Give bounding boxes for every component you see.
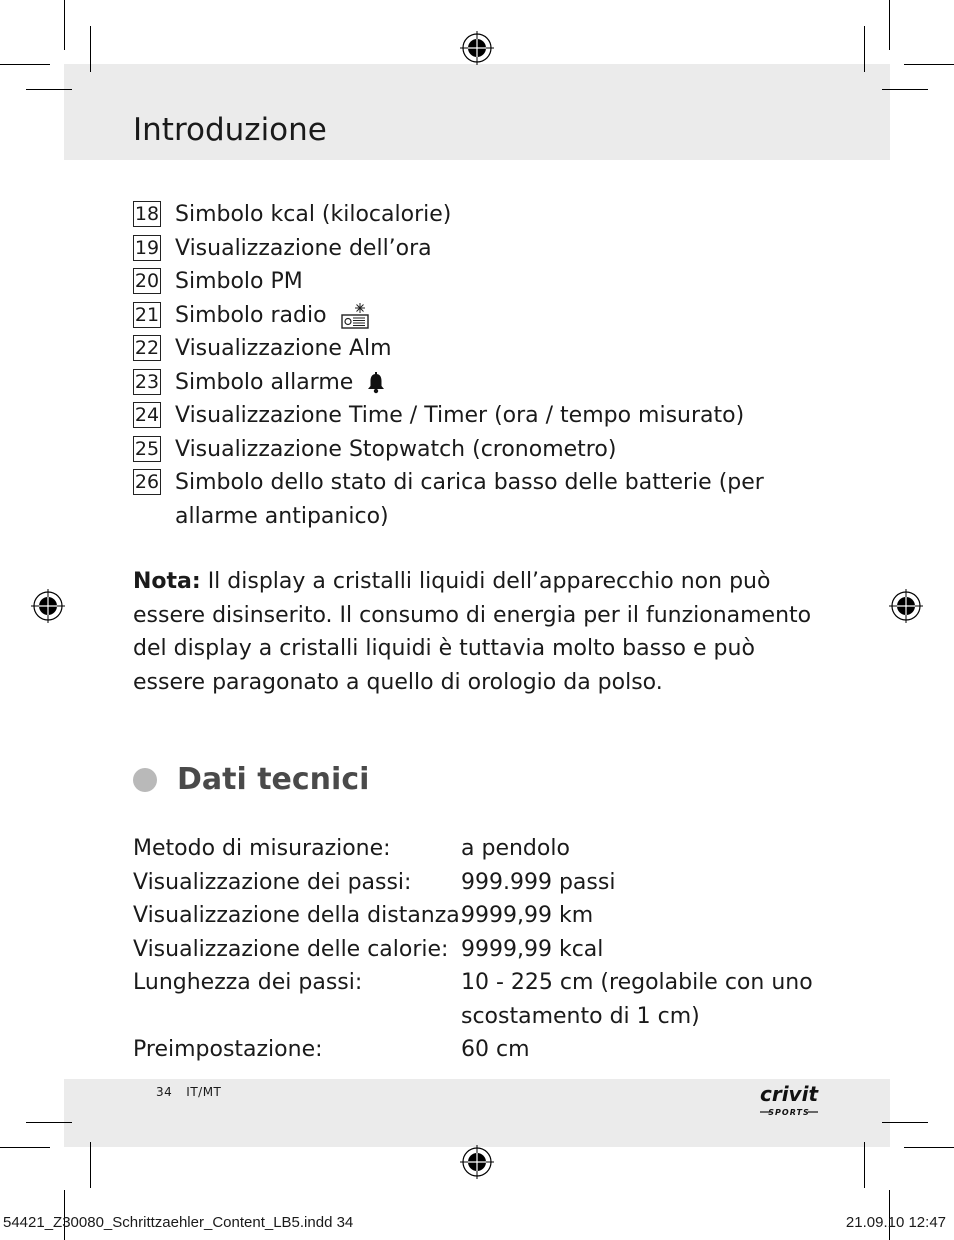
spec-value: 9999,99 km	[461, 903, 594, 928]
spec-row	[133, 866, 833, 900]
page-footer	[156, 1085, 221, 1099]
crop-mark	[0, 1147, 50, 1148]
item-text: Visualizzazione dell’ora	[175, 235, 432, 261]
spec-value: 999.999 passi	[461, 869, 616, 895]
crop-mark	[864, 1142, 865, 1188]
spec-value: 60 cm	[461, 1037, 530, 1062]
item-text: Simbolo dello stato di carica basso delle batterie (per allarme antipanico)	[175, 470, 764, 529]
spec-key: Visualizzazione dei passi:	[133, 869, 412, 895]
crop-mark	[889, 0, 890, 50]
item-text: Visualizzazione Time / Timer (ora / tempo misurato)	[175, 403, 745, 428]
crop-mark	[90, 1142, 91, 1188]
item-text: Visualizzazione Alm	[175, 336, 392, 361]
specs-table	[133, 832, 833, 1067]
item-number: 26	[134, 471, 160, 493]
spec-row	[133, 966, 833, 1033]
spec-key: Lunghezza dei passi:	[133, 970, 363, 995]
list-item	[133, 265, 853, 299]
item-number: 20	[134, 270, 160, 292]
crop-mark	[64, 0, 65, 50]
section-title: Dati tecnici	[177, 762, 370, 797]
logo-text: crivit	[759, 1082, 819, 1106]
radio-icon	[340, 302, 370, 330]
spec-key: Preimpostazione:	[133, 1037, 323, 1062]
crop-mark	[26, 89, 72, 90]
crop-mark	[904, 1147, 954, 1148]
crop-mark	[0, 64, 50, 65]
crop-mark	[882, 89, 928, 90]
item-number: 24	[134, 404, 160, 426]
item-number: 25	[134, 437, 160, 460]
item-text: Simbolo allarme	[175, 369, 354, 395]
crop-mark	[904, 64, 954, 65]
note-text: Il display a cristalli liquidi dell’apparecchio non può essere disinserito. Il consumo di energia per il funzionamento del display a cristalli liquidi è tuttavia molto basso e può essere paragonato a quello di orologio da polso.	[133, 569, 812, 695]
item-number: 22	[134, 337, 160, 359]
legend-list	[133, 198, 853, 533]
spec-key: Metodo di misurazione:	[133, 836, 391, 861]
page-number: 34	[156, 1085, 173, 1099]
item-text-wrap	[175, 366, 386, 400]
bullet-dot-icon	[133, 768, 157, 792]
spec-row	[133, 832, 833, 866]
item-text-wrap	[175, 299, 370, 333]
list-item	[133, 332, 853, 366]
spec-value: a pendolo	[461, 836, 570, 861]
spec-row	[133, 1033, 833, 1067]
page-title: Introduzione	[133, 112, 327, 148]
slug-datetime: 21.09.10 12:47	[845, 1214, 946, 1231]
list-item	[133, 299, 853, 333]
note-label: Nota:	[133, 569, 201, 594]
list-item	[133, 198, 853, 232]
item-text: Visualizzazione Stopwatch (cronometro)	[175, 436, 617, 462]
list-item	[133, 232, 853, 266]
spec-row	[133, 899, 833, 933]
item-text: Simbolo kcal (kilocalorie)	[175, 202, 452, 227]
registration-mark-icon	[460, 1145, 494, 1179]
section-heading	[133, 762, 369, 797]
item-number: 19	[134, 236, 160, 259]
item-number: 18	[134, 203, 160, 225]
item-text: Simbolo PM	[175, 269, 303, 294]
list-item	[133, 466, 853, 533]
slug-filename: 54421_Z30080_Schrittzaehler_Content_LB5.indd 34	[3, 1214, 354, 1231]
crop-mark	[26, 1122, 72, 1123]
crop-mark	[864, 26, 865, 72]
spec-value: 10 - 225 cm (regolabile con uno scostamento di 1 cm)	[461, 970, 813, 1029]
language-code: IT/MT	[186, 1085, 222, 1099]
registration-mark-icon	[460, 31, 494, 65]
item-text: Simbolo radio	[175, 302, 327, 328]
spec-key: Visualizzazione della distanza:	[133, 903, 468, 928]
note-paragraph	[133, 565, 833, 699]
crop-mark	[882, 1122, 928, 1123]
crop-mark	[90, 26, 91, 72]
spec-row	[133, 933, 833, 967]
spec-key: Visualizzazione delle calorie:	[133, 936, 449, 962]
registration-mark-icon	[889, 589, 923, 623]
bell-icon	[366, 372, 386, 394]
list-item	[133, 366, 853, 400]
spec-value: 9999,99 kcal	[461, 936, 604, 962]
logo-subtext: SPORTS	[768, 1108, 810, 1117]
item-number: 23	[134, 370, 160, 393]
registration-mark-icon	[31, 589, 65, 623]
list-item	[133, 399, 853, 433]
crivit-logo	[756, 1081, 822, 1119]
list-item	[133, 433, 853, 467]
item-number: 21	[134, 303, 160, 326]
